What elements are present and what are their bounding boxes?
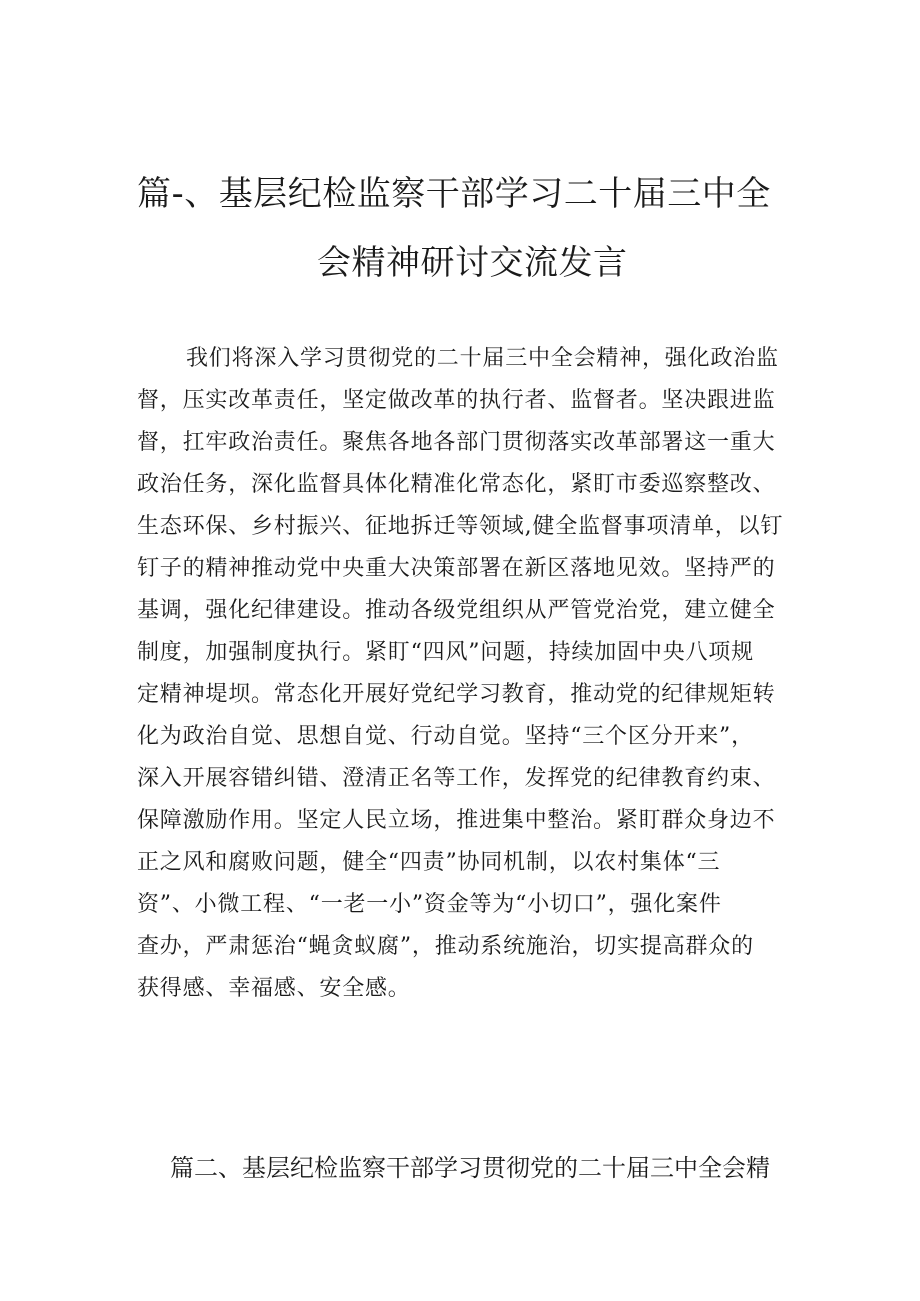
body-text-line: 政治任务，深化监督具体化精准化常态化，紧盯市委巡察整改、 [137,472,776,497]
document-title-line-1: 篇-、基层纪检监察干部学习二十届三中全 [137,174,771,214]
body-text-line: 获得感、幸福感、安全感。 [137,976,411,1001]
document-title-line-2: 会精神研讨交流发言 [317,243,628,283]
next-section-heading: 篇二、基层纪检监察干部学习贯彻党的二十届三中全会精 [170,1154,770,1182]
body-text-line: 生态环保、乡村振兴、征地拆迁等领域,健全监督事项清单，以钉 [137,514,784,539]
body-text-line: 制度，加强制度执行。紧盯“四风”问题，持续加固中央八项规 [137,640,754,665]
body-text-line: 正之风和腐败问题，健全“四责”协同机制，以农村集体“三 [137,850,721,875]
body-text-line: 基调，强化纪律建设。推动各级党组织从严管党治党，建立健全 [137,598,776,623]
body-text-line: 定精神堤坝。常态化开展好党纪学习教育，推动党的纪律规矩转 [137,682,776,707]
body-text-line: 督，压实改革责任，坚定做改革的执行者、监督者。坚决跟进监 [137,388,776,413]
body-text-line: 深入开展容错纠错、澄清正名等工作，发挥党的纪律教育约束、 [137,766,776,791]
body-text-line: 保障激励作用。坚定人民立场，推进集中整治。紧盯群众身边不 [137,808,776,833]
body-text-line: 我们将深入学习贯彻党的二十届三中全会精神，强化政治监 [186,346,779,371]
body-text-line: 化为政治自觉、思想自觉、行动自觉。坚持“三个区分开来”， [137,724,754,749]
body-text-line: 资”、小微工程、“一老一小”资金等为“小切口”，强化案件 [137,892,722,917]
body-text-line: 查办，严肃惩治“蝇贪蚁腐”，推动系统施治，切实提高群众的 [137,934,754,959]
body-text-line: 督，扛牢政治责任。聚焦各地各部门贯彻落实改革部署这一重大 [137,430,776,455]
body-text-line: 钉子的精神推动党中央重大决策部署在新区落地见效。坚持严的 [137,556,776,581]
